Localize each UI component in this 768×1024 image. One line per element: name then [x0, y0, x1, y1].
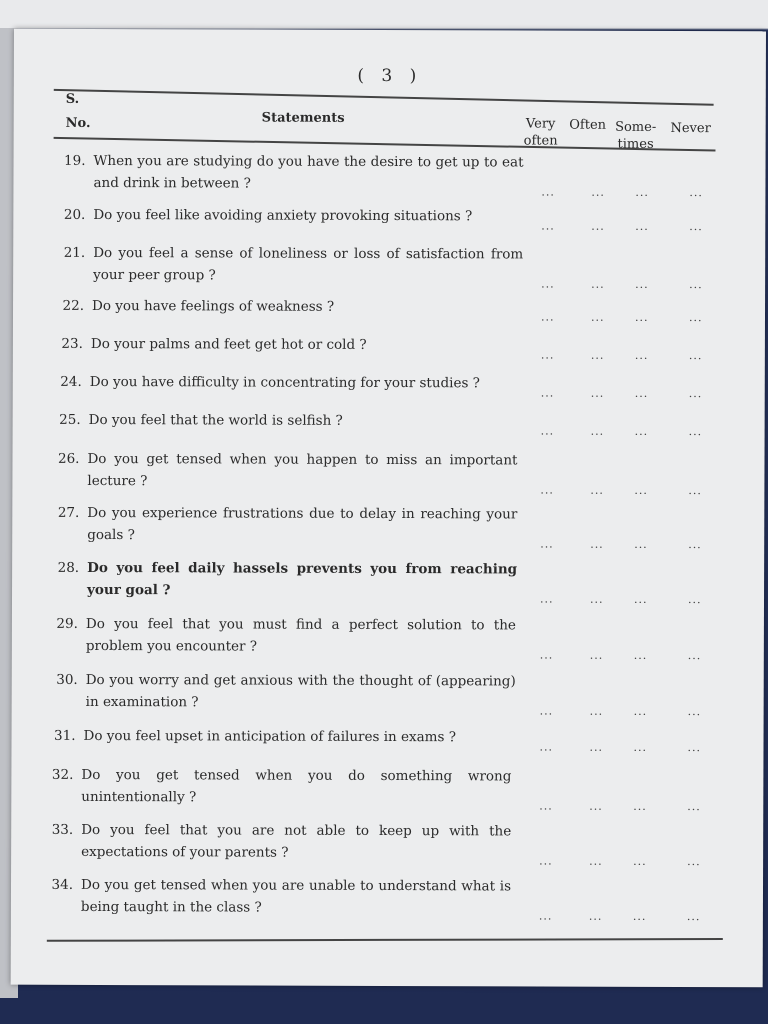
statement-text: Do you feel like avoiding anxiety provoking situations ? [93, 206, 473, 225]
answer-sometimes[interactable]: ... [634, 537, 648, 551]
answer-sometimes[interactable]: ... [634, 348, 649, 362]
header-often: Often [569, 117, 607, 133]
answer-never[interactable]: ... [688, 349, 703, 363]
statement-number: 34. [51, 876, 74, 893]
statement-number: 22. [62, 297, 85, 314]
answer-often[interactable]: ... [590, 483, 604, 497]
answer-often[interactable]: ... [589, 799, 603, 813]
answer-very-often[interactable]: ... [539, 648, 554, 662]
answer-very-often[interactable]: ... [541, 277, 555, 291]
statement-text: Do you have feelings of weakness ? [92, 297, 335, 315]
page-number: ( 3 ) [357, 65, 423, 87]
answer-very-often[interactable]: ... [539, 592, 554, 606]
answer-very-often[interactable]: ... [539, 799, 553, 813]
statement-text: Do you have difficulty in concentrating for your studies ? [89, 373, 480, 392]
statement-text: Do you feel upset in anticipation of failures in exams ? [83, 727, 456, 746]
statement-row [13, 242, 765, 292]
answer-never[interactable]: ... [687, 741, 702, 755]
answer-often[interactable]: ... [589, 704, 604, 718]
answer-very-often[interactable]: ... [541, 185, 555, 199]
answer-never[interactable]: ... [688, 387, 703, 401]
statement-text: Do you get tensed when you are unable to understand what is being taught in the class ? [80, 876, 512, 916]
answer-sometimes[interactable]: ... [634, 483, 648, 497]
statement-text: Do you feel that you must find a perfect solution to the problem you encounter ? [85, 615, 516, 655]
header-very-often [519, 115, 563, 149]
answer-sometimes[interactable]: ... [633, 648, 648, 662]
answer-often[interactable]: ... [589, 648, 604, 662]
statement-number: 23. [61, 335, 83, 352]
answer-often[interactable]: ... [590, 310, 605, 324]
answer-never[interactable]: ... [687, 649, 702, 663]
answer-often[interactable]: ... [588, 909, 603, 923]
answer-never[interactable]: ... [689, 278, 703, 292]
answer-sometimes[interactable]: ... [634, 386, 649, 400]
statement-row [12, 502, 764, 552]
header-top-rule [54, 89, 714, 105]
answer-sometimes[interactable]: ... [635, 219, 649, 233]
statement-text: When you are studying do you have the desire to get up to eat and drink in between ? [93, 152, 524, 192]
statement-text: Do you get tensed when you do something wrong unintentionally ? [81, 766, 512, 806]
statement-number: 28. [57, 559, 80, 576]
statement-row [13, 448, 765, 498]
answer-sometimes[interactable]: ... [633, 799, 647, 813]
answer-often[interactable]: ... [589, 740, 604, 754]
statement-number: 32. [51, 766, 74, 783]
answer-very-often[interactable]: ... [540, 483, 554, 497]
statement-text: Do you feel that you are not able to keep up with the expectations of your parents ? [81, 821, 512, 861]
answer-very-often[interactable]: ... [540, 348, 555, 362]
statement-row [13, 204, 765, 234]
statement-number: 26. [57, 450, 80, 467]
answer-sometimes[interactable]: ... [634, 424, 649, 438]
statement-text: Do your palms and feet get hot or cold ? [90, 335, 367, 353]
statement-row [11, 874, 763, 924]
answer-often[interactable]: ... [590, 386, 605, 400]
answer-often[interactable]: ... [591, 277, 605, 291]
statement-number: 24. [60, 373, 82, 390]
answer-sometimes[interactable]: ... [635, 277, 649, 291]
statement-text: Do you feel a sense of loneliness or loss of satisfaction from your peer group ? [93, 244, 524, 284]
answer-never[interactable]: ... [689, 220, 703, 234]
statement-number: 25. [59, 411, 81, 428]
answer-sometimes[interactable]: ... [633, 854, 647, 868]
header-very-often-line2: often [523, 133, 558, 149]
answer-often[interactable]: ... [590, 348, 605, 362]
statement-row [12, 613, 764, 663]
answer-sometimes[interactable]: ... [632, 909, 647, 923]
answer-never[interactable]: ... [687, 593, 702, 607]
answer-never[interactable]: ... [686, 910, 701, 924]
statement-row [12, 557, 764, 607]
answer-often[interactable]: ... [591, 185, 605, 199]
answer-never[interactable]: ... [687, 855, 701, 869]
answer-never[interactable]: ... [688, 311, 703, 325]
footer-rule [47, 938, 723, 941]
statement-row [13, 371, 765, 401]
answer-very-often[interactable]: ... [540, 424, 555, 438]
header-sometimes [612, 119, 660, 153]
answer-never[interactable]: ... [688, 484, 702, 498]
answer-very-often[interactable]: ... [540, 310, 555, 324]
statement-text: Do you experience frustrations due to delay in reaching your goals ? [87, 504, 518, 544]
answer-very-often[interactable]: ... [539, 854, 553, 868]
answer-often[interactable]: ... [591, 219, 605, 233]
answer-very-often[interactable]: ... [541, 219, 555, 233]
statement-row [13, 295, 765, 325]
answer-often[interactable]: ... [590, 424, 605, 438]
header-sometimes-line2: times [617, 136, 654, 152]
answer-sometimes[interactable]: ... [634, 310, 649, 324]
statement-text: Do you worry and get anxious with the thought of (appearing) in examination ? [85, 671, 516, 711]
statement-text: Do you feel daily hassels prevents you from reaching your goal ? [87, 559, 518, 599]
statement-number: 19. [64, 152, 86, 169]
answer-often[interactable]: ... [589, 592, 604, 606]
header-statements: Statements [261, 110, 345, 126]
answer-very-often[interactable]: ... [539, 704, 554, 718]
answer-very-often[interactable]: ... [540, 537, 554, 551]
answer-sometimes[interactable]: ... [633, 740, 648, 754]
statement-row [13, 409, 765, 439]
statement-row [12, 669, 764, 719]
answer-very-often[interactable]: ... [538, 909, 553, 923]
header-sometimes-line1: Some- [615, 119, 657, 135]
statement-number: 21. [63, 244, 86, 261]
answer-never[interactable]: ... [687, 705, 702, 719]
header-very-often-line1: Very [525, 116, 556, 132]
statement-row [11, 764, 763, 814]
statement-number: 20. [63, 206, 86, 223]
header-sno-2: No. [65, 115, 91, 131]
answer-very-often[interactable]: ... [540, 386, 555, 400]
answer-never[interactable]: ... [688, 425, 703, 439]
header-sno-1: S. [65, 91, 80, 107]
header-never: Never [670, 120, 711, 137]
answer-never[interactable]: ... [688, 538, 702, 552]
answer-often[interactable]: ... [589, 854, 603, 868]
statement-number: 29. [56, 615, 78, 632]
statement-number: 33. [51, 821, 74, 838]
answer-never[interactable]: ... [689, 186, 703, 200]
answer-often[interactable]: ... [590, 537, 604, 551]
questionnaire-page [11, 29, 766, 988]
answer-sometimes[interactable]: ... [633, 704, 648, 718]
answer-sometimes[interactable]: ... [635, 185, 649, 199]
statement-row [13, 333, 765, 363]
answer-very-often[interactable]: ... [539, 740, 554, 754]
statement-number: 27. [57, 504, 80, 521]
statement-text: Do you get tensed when you happen to miss an important lecture ? [87, 450, 518, 490]
statement-row [12, 725, 764, 755]
statement-number: 31. [54, 727, 76, 744]
answer-sometimes[interactable]: ... [633, 592, 648, 606]
statement-text: Do you feel that the world is selfish ? [88, 411, 343, 429]
statement-row [11, 819, 763, 869]
statement-number: 30. [56, 671, 78, 688]
answer-never[interactable]: ... [687, 800, 701, 814]
